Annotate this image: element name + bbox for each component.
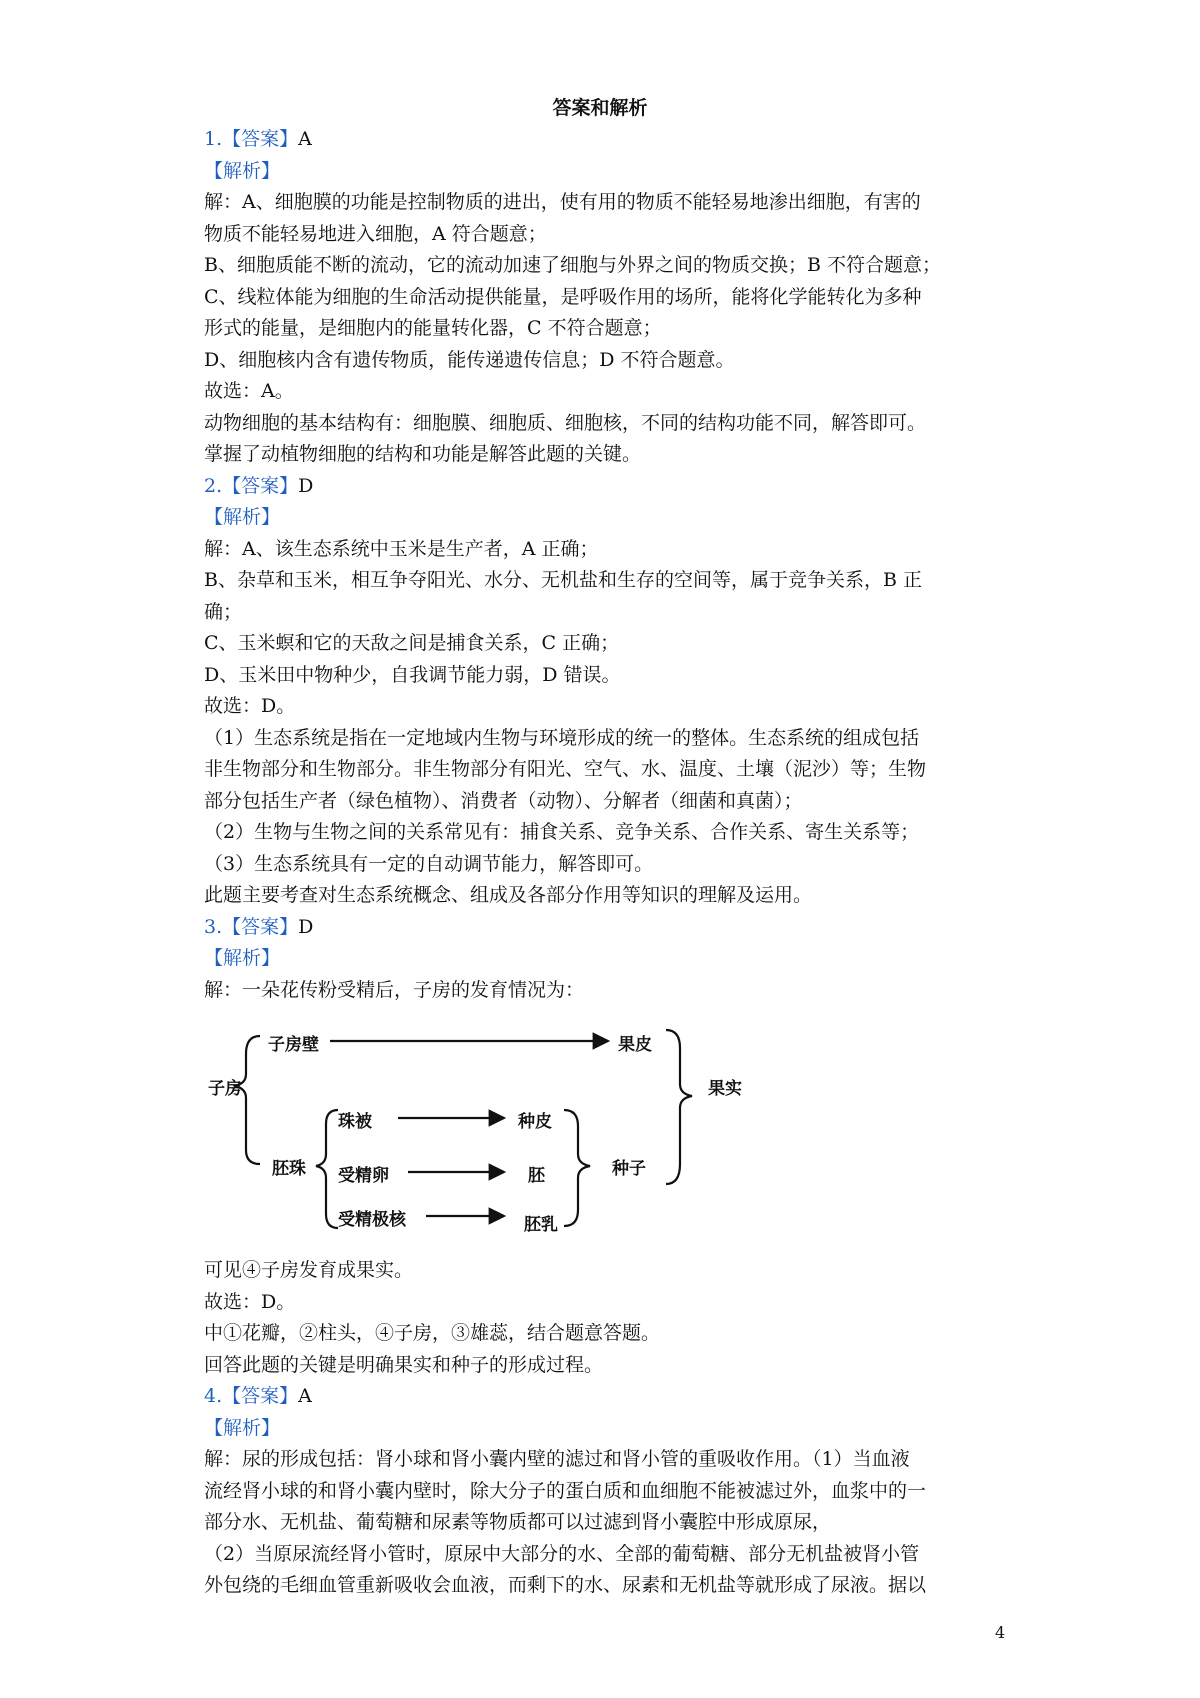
q2-jiexi-tag: 【解析】 <box>204 506 281 528</box>
label-fert-egg: 受精卵 <box>338 1166 389 1186</box>
q1-line-1: 解：A、细胞膜的功能是控制物质的进出，使有用的物质不能轻易地渗出细胞，有害的 <box>204 191 921 213</box>
q2-line-3: 确； <box>204 600 243 623</box>
fruit-brace-svg <box>660 1024 700 1204</box>
q3-jiexi-tag: 【解析】 <box>204 947 281 969</box>
q4-number: 4. <box>204 1385 223 1407</box>
q3-line-3: 中①花瓣，②柱头，④子房，③雄蕊，结合题意答题。 <box>204 1322 661 1344</box>
q3-line-2: 故选：D。 <box>204 1290 296 1313</box>
q2-line-10: （2）生物与生物之间的关系常见有：捕食关系、竞争关系、合作关系、寄生关系等； <box>204 821 920 843</box>
q2-line-6: 故选：D。 <box>204 695 296 717</box>
q4-line-1: 解：尿的形成包括：肾小球和肾小囊内壁的滤过和肾小管的重吸收作用。（1）当血液 <box>204 1448 910 1470</box>
q2-answer-value: D <box>298 474 314 497</box>
q4-answer-line <box>204 1381 1004 1413</box>
q3-answer-line <box>204 912 1004 944</box>
page-title: 答案和解析 <box>552 97 648 119</box>
q1-line-5: 形式的能量，是细胞内的能量转化器，C 不符合题意； <box>204 317 662 339</box>
q3-answer-value: D <box>298 915 314 938</box>
q1-jiexi-tag: 【解析】 <box>204 159 281 182</box>
seed-brace <box>564 1110 590 1226</box>
q1-line-3: B、细胞质能不断的流动，它的流动加速了细胞与外界之间的物质交换；B 不符合题意； <box>204 254 941 276</box>
ovule-brace <box>316 1110 338 1228</box>
q1-answer-value: A <box>298 128 312 150</box>
label-seed: 种子 <box>612 1159 646 1179</box>
q4-line-5: 外包绕的毛细血管重新吸收会血液，而剩下的水、尿素和无机盐等就形成了尿液。据以 <box>204 1574 927 1596</box>
label-embryo: 胚 <box>528 1166 545 1186</box>
page-number: 4 <box>995 1623 1006 1642</box>
q3-line-1: 可见④子房发育成果实。 <box>204 1259 414 1281</box>
q4-line-3: 部分水、无机盐、葡萄糖和尿素等物质都可以过滤到肾小囊腔中形成原尿， <box>204 1511 832 1533</box>
q2-line-7: （1）生态系统是指在一定地域内生物与环境形成的统一的整体。生态系统的组成包括 <box>204 726 920 749</box>
q1-line-7: 故选：A。 <box>204 380 294 402</box>
q3-line-4: 回答此题的关键是明确果实和种子的形成过程。 <box>204 1353 604 1376</box>
q2-line-11: （3）生态系统具有一定的自动调节能力，解答即可。 <box>204 852 654 875</box>
label-integument: 珠被 <box>338 1112 372 1132</box>
q4-line-4: （2）当原尿流经肾小管时，原尿中大部分的水、全部的葡萄糖、部分无机盐被肾小管 <box>204 1542 920 1565</box>
q2-answer-line <box>204 471 1004 503</box>
q2-line-2: B、杂草和玉米，相互争夺阳光、水分、无机盐和生存的空间等，属于竞争关系，B 正 <box>204 569 922 591</box>
ovary-development-diagram <box>208 1014 742 1249</box>
label-ovary-wall: 子房壁 <box>268 1035 319 1055</box>
q2-line-12: 此题主要考查对生态系统概念、组成及各部分作用等知识的理解及运用。 <box>204 884 813 906</box>
q2-line-5: D、玉米田中物种少，自我调节能力弱，D 错误。 <box>204 663 621 686</box>
q4-jiexi-tag: 【解析】 <box>204 1416 281 1439</box>
q1-line-9: 掌握了动植物细胞的结构和功能是解答此题的关键。 <box>204 443 642 465</box>
q4-answer-value: A <box>298 1385 312 1407</box>
q1-number: 1. <box>204 128 223 150</box>
q2-line-1: 解：A、该生态系统中玉米是生产者，A 正确； <box>204 537 599 560</box>
q1-answer-line <box>204 124 1004 156</box>
q2-number: 2. <box>204 474 223 497</box>
q1-line-6: D、细胞核内含有遗传物质，能传递遗传信息；D 不符合题意。 <box>204 348 735 371</box>
q3-intro: 解：一朵花传粉受精后，子房的发育情况为： <box>204 978 585 1001</box>
label-seed-coat: 种皮 <box>518 1112 552 1132</box>
q4-line-2: 流经肾小球的和肾小囊内壁时，除大分子的蛋白质和血细胞不能被滤过外，血浆中的一 <box>204 1479 927 1502</box>
label-ovary: 子房 <box>208 1079 242 1099</box>
q1-answer-tag: 【答案】 <box>222 128 299 150</box>
q2-line-4: C、玉米螟和它的天敌之间是捕食关系，C 正确； <box>204 632 620 654</box>
q2-line-8: 非生物部分和生物部分。非生物部分有阳光、空气、水、温度、土壤（泥沙）等；生物 <box>204 758 927 780</box>
q1-line-4: C、线粒体能为细胞的生命活动提供能量，是呼吸作用的场所，能将化学能转化为多种 <box>204 285 922 308</box>
document-body <box>204 124 1004 1602</box>
label-endosperm: 胚乳 <box>524 1215 558 1235</box>
q3-answer-tag: 【答案】 <box>222 915 299 938</box>
q2-answer-tag: 【答案】 <box>222 474 299 497</box>
q3-number: 3. <box>204 915 223 938</box>
q2-line-9: 部分包括生产者（绿色植物）、消费者（动物）、分解者（细菌和真菌）； <box>204 789 803 812</box>
label-fert-polar: 受精极核 <box>338 1210 406 1230</box>
label-pericarp: 果皮 <box>618 1035 652 1055</box>
q1-line-8: 动物细胞的基本结构有：细胞膜、细胞质、细胞核，不同的结构功能不同，解答即可。 <box>204 411 927 434</box>
q1-line-2: 物质不能轻易地进入细胞，A 符合题意； <box>204 222 547 245</box>
label-ovule: 胚珠 <box>272 1159 306 1179</box>
label-fruit: 果实 <box>708 1079 742 1099</box>
q4-answer-tag: 【答案】 <box>222 1385 299 1407</box>
